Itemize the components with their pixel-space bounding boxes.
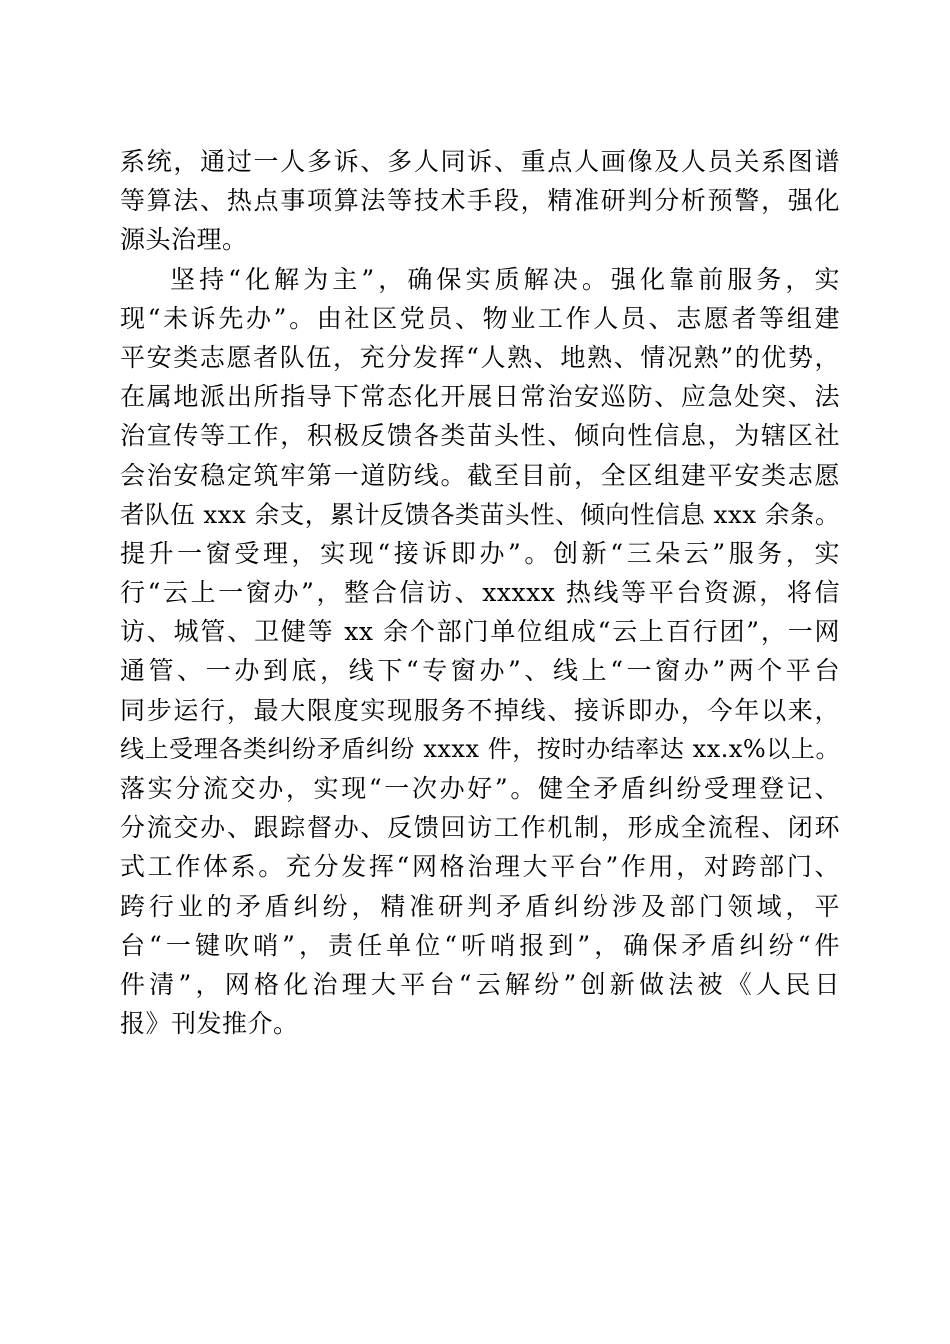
text-line: 系统，通过一人多诉、多人同诉、重点人画像及人员关系图谱 <box>120 147 840 176</box>
text-line: 分流交办、跟踪督办、反馈回访工作机制，形成全流程、闭环 <box>120 813 840 843</box>
text-line: 治宣传等工作，积极反馈各类苗头性、倾向性信息，为辖区社 <box>120 421 840 451</box>
text-line: 台“一键吹哨”，责任单位“听哨报到”，确保矛盾纠纷“件 <box>120 930 840 960</box>
text-line: 源头治理。 <box>120 225 248 255</box>
text-line: 件清”，网格化治理大平台“云解纷”创新做法被《人民日 <box>120 969 840 999</box>
text-line: 式工作体系。充分发挥“网格治理大平台”作用，对跨部门、 <box>120 852 840 882</box>
text-line: 在属地派出所指导下常态化开展日常治安巡防、应急处突、法 <box>120 382 840 412</box>
text-line: 平安类志愿者队伍，充分发挥“人熟、地熟、情况熟”的优势， <box>120 342 840 372</box>
text-line: 提升一窗受理，实现“接诉即办”。创新“三朵云”服务，实 <box>120 538 840 568</box>
text-line: 通管、一办到底，线下“专窗办”、线上“一窗办”两个平台 <box>120 656 840 686</box>
body-text <box>120 142 840 1043</box>
text-line: 线上受理各类纠纷矛盾纠纷 xxxx 件，按时办结率达 xx.x%以上。 <box>120 734 840 763</box>
text-line: 落实分流交办，实现“一次办好”。健全矛盾纠纷受理登记、 <box>120 774 840 803</box>
text-line: 行“云上一窗办”，整合信访、xxxxx 热线等平台资源，将信 <box>120 578 840 608</box>
text-line: 者队伍 xxx 余支，累计反馈各类苗头性、倾向性信息 xxx 余条。 <box>120 499 840 529</box>
text-line: 等算法、热点事项算法等技术手段，精准研判分析预警，强化 <box>120 186 840 216</box>
text-line: 同步运行，最大限度实现服务不掉线、接诉即办，今年以来， <box>120 695 840 725</box>
text-line: 跨行业的矛盾纠纷，精准研判矛盾纠纷涉及部门领域，平 <box>120 891 840 921</box>
text-line: 会治安稳定筑牢第一道防线。截至目前，全区组建平安类志愿 <box>120 460 840 490</box>
text-line: 访、城管、卫健等 xx 余个部门单位组成“云上百行团”，一网 <box>120 617 840 647</box>
paragraph-first-line: 坚持“化解为主”，确保实质解决。强化靠前服务，实 <box>170 264 840 294</box>
text-line: 报》刊发推介。 <box>120 1009 299 1039</box>
text-line: 现“未诉先办”。由社区党员、物业工作人员、志愿者等组建 <box>120 303 840 333</box>
